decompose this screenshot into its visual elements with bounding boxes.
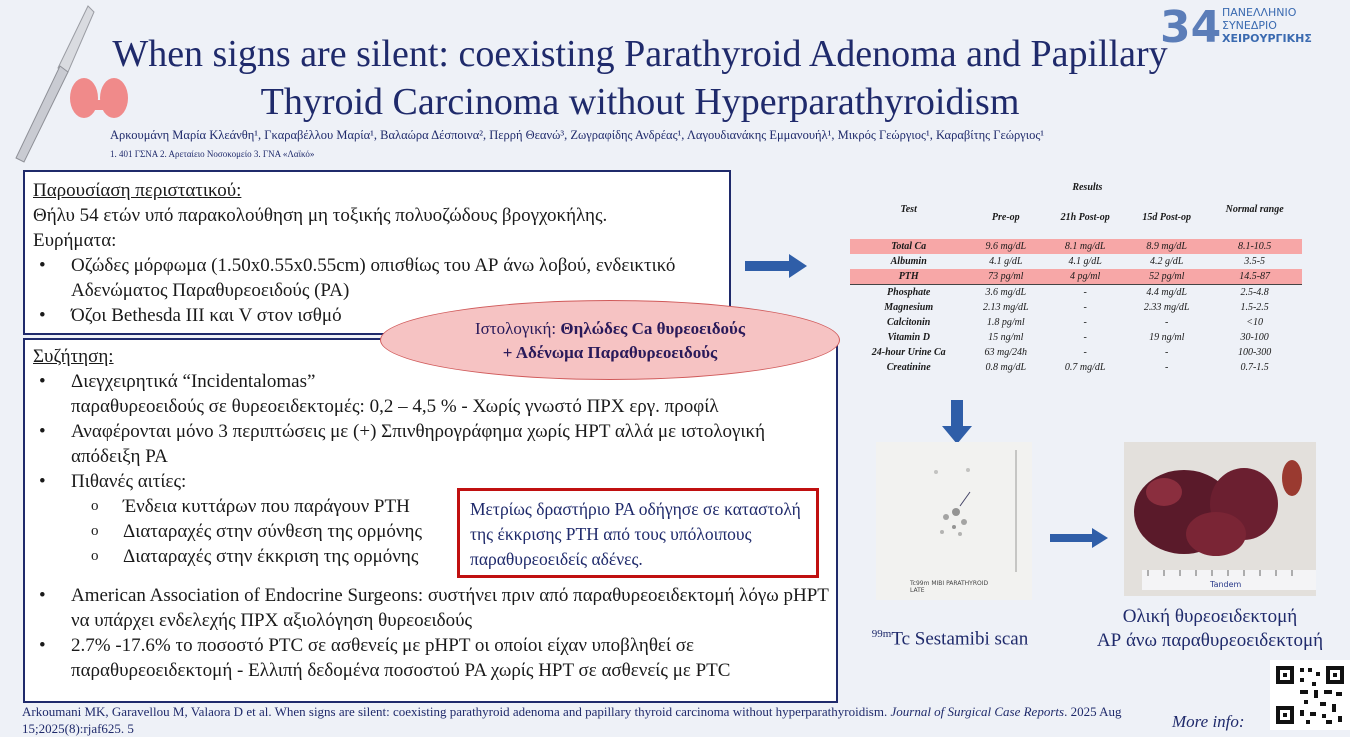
results-row (850, 330, 1302, 345)
title-line-1: When signs are silent: coexisting Parathyroid Adenoma and Papillary (112, 33, 1168, 75)
results-table (850, 180, 1302, 375)
result-test: Calcitonin (887, 317, 931, 328)
specimen-graphic (1124, 442, 1316, 596)
discussion-sub-1: o Ένδεια κυττάρων που παράγουν PTH (33, 494, 828, 519)
result-21h: 8.1 mg/dL (1044, 239, 1126, 254)
surgery-caption (1070, 605, 1350, 653)
result-15d: - (1165, 317, 1169, 328)
reference-rest: . 2025 Aug 15;2025(8):rjaf625. 5 (22, 704, 1122, 736)
header-normal: Normal range (1225, 204, 1284, 215)
result-test: 24-hour Urine Ca (871, 347, 946, 358)
results-row (850, 315, 1302, 330)
sestamibi-scan-image (876, 442, 1032, 600)
result-preop: 15 ng/ml (988, 332, 1024, 343)
result-normal: 2.5-4.8 (1240, 287, 1269, 298)
surgical-specimen-image (1124, 442, 1316, 596)
result-15d: 2.33 mg/dL (1143, 302, 1190, 313)
result-21h: 0.7 mg/dL (1064, 362, 1106, 373)
result-test: Albumin (890, 256, 927, 267)
result-15d: 19 ng/ml (1149, 332, 1185, 343)
case-line-2: Ευρήματα: (33, 230, 117, 251)
header-15d: 15d Post-op (1142, 211, 1192, 223)
ruler-label: Tandem (1210, 580, 1242, 589)
congress-logo-text (1222, 6, 1312, 45)
histology-label: Ιστολογική: (474, 319, 561, 338)
callout-box: Μετρίως δραστήριο ΡΑ οδήγησε σε καταστολή της έκκρισης PTH από τους υπόλοιπους παραθυρεοειδείς αδένες. (457, 488, 819, 578)
discussion-bullet-2: • Αναφέρονται μόνο 3 περιπτώσεις με (+) Σπινθηρογράφημα χωρίς ΗΡΤ αλλά με ιστολογική απόδειξη ΡΑ (33, 419, 771, 469)
reference-journal: Journal of Surgical Case Reports (890, 704, 1065, 719)
result-normal: <10 (1246, 317, 1264, 328)
reference (22, 703, 1142, 737)
results-row (850, 360, 1302, 375)
discussion-bullet-3: • Πιθανές αιτίες: (33, 469, 828, 494)
poster-title (60, 30, 1220, 126)
results-row (850, 285, 1302, 301)
scan-label: Tc99m MIBI PARATHYROID LATE (910, 580, 989, 594)
result-21h: 4.1 g/dL (1068, 256, 1102, 267)
discussion-bullet-4: • American Association of Endocrine Surgeons: συστήνει πριν από παραθυρεοειδεκτομή λόγω pHPT να υπάρχει ενδελεχής ΠΡΧ αξιολόγηση θυρεοειδούς (33, 583, 831, 633)
result-normal: 14.5-87 (1207, 269, 1302, 285)
header-preop: Pre-op (991, 211, 1020, 223)
result-normal: 3.5-5 (1244, 256, 1266, 267)
results-row (850, 239, 1302, 254)
result-preop: 3.6 mg/dL (985, 287, 1027, 298)
result-21h: - (1083, 332, 1087, 343)
result-normal: 1.5-2.5 (1240, 302, 1269, 313)
discussion-sub-3: o Διαταραχές στην έκκριση της ορμόνης (33, 544, 828, 569)
results-body (850, 239, 1302, 375)
results-row (850, 300, 1302, 315)
discussion-heading: Συζήτηση: (33, 346, 114, 367)
scan-caption-text: Tc Sestamibi scan (891, 628, 1029, 650)
result-15d: 4.2 g/dL (1150, 256, 1184, 267)
header-results: Results (1072, 182, 1103, 193)
case-line-1: Θήλυ 54 ετών υπό παρακολούθηση μη τοξικής πολυοζώδους βρογχοκήλης. (33, 205, 608, 226)
result-21h: - (1083, 347, 1087, 358)
surgery-caption-1: Ολική θυρεοειδεκτομή (1122, 606, 1298, 627)
histology-result-2: + Αδένωμα Παραθυρεοειδούς (502, 343, 718, 362)
result-preop: 1.8 pg/ml (986, 317, 1025, 328)
result-15d: - (1165, 362, 1169, 373)
result-test: Phosphate (887, 287, 931, 298)
results-row (850, 345, 1302, 360)
result-preop: 9.6 mg/dL (967, 239, 1044, 254)
result-normal: 0.7-1.5 (1240, 362, 1269, 373)
histology-ellipse (380, 300, 840, 380)
result-preop: 63 mg/24h (984, 347, 1028, 358)
arrow-right-icon-2 (1050, 528, 1108, 548)
more-info-label: More info: (1172, 712, 1245, 731)
result-test: Total Ca (850, 239, 967, 254)
result-15d: 4.4 mg/dL (1146, 287, 1187, 298)
histology-result-1: Θηλώδες Ca θυρεοειδούς (560, 319, 746, 338)
discussion-bullet-5: • 2.7% -17.6% το ποσοστό PTC σε ασθενείς με pHPT οι οποίοι είχαν υποβληθεί σε παραθυρεοειδεκτομή - Ελλιπή δεδομένα ποσοστού ΡΑ χωρίς ΗΡΤ σε ασθενείς με PTC (33, 633, 831, 683)
congress-logo-number: 34 (1160, 2, 1222, 53)
case-bullet-2: • Όζοι Bethesda III και V στον ισθμό (33, 303, 721, 328)
scan-graphic (876, 442, 1032, 600)
discussion-bullet-1a: • Διεγχειρητικά “Incidentalomas” (33, 369, 828, 394)
result-21h: - (1083, 287, 1087, 298)
result-15d: - (1165, 347, 1169, 358)
discussion-sub-2: o Διαταραχές στην σύνθεση της ορμόνης (33, 519, 828, 544)
logo-line-3: ΧΕΙΡΟΥΡΓΙΚΗΣ (1222, 32, 1312, 45)
logo-line-2: ΣΥΝΕΔΡΙΟ (1222, 19, 1277, 32)
scan-caption-sup: 99m (871, 628, 892, 640)
lab-results-table (850, 180, 1302, 375)
qr-code-icon[interactable] (1270, 660, 1350, 730)
discussion-bullet-1b: παραθυρεοειδούς σε θυρεοειδεκτομές: 0,2 – 4,5 % - Χωρίς γνωστό ΠΡΧ εργ. προφίλ (71, 396, 719, 417)
header-21h: 21h Post-op (1060, 211, 1110, 223)
result-21h: 4 pg/ml (1044, 269, 1126, 285)
scan-caption (855, 622, 1045, 651)
arrow-down-icon (942, 400, 972, 444)
result-test: Vitamin D (887, 332, 930, 343)
result-normal: 8.1-10.5 (1207, 239, 1302, 254)
result-preop: 73 pg/ml (967, 269, 1044, 285)
result-21h: - (1083, 317, 1087, 328)
result-normal: 30-100 (1240, 332, 1269, 343)
result-15d: 8.9 mg/dL (1126, 239, 1207, 254)
reference-text: Arkoumani MK, Garavellou M, Valaora D et al. When signs are silent: coexisting parathyroid adenoma and papillary thyroid carcinoma without hyperparathyroidism. (22, 704, 891, 719)
result-15d: 52 pg/ml (1126, 269, 1207, 285)
case-heading: Παρουσίαση περιστατικού: (33, 180, 242, 201)
result-test: Magnesium (884, 302, 934, 313)
arrow-right-icon (745, 254, 807, 278)
result-normal: 100-300 (1237, 347, 1272, 358)
title-line-2: Thyroid Carcinoma without Hyperparathyroidism (260, 81, 1020, 123)
header-test: Test (900, 204, 917, 215)
surgery-caption-2: ΑΡ άνω παραθυρεοειδεκτομή (1096, 630, 1324, 651)
affiliations: 1. 401 ΓΣΝΑ 2. Αρεταίειο Νοσοκομείο 3. ΓΝΑ «Λαϊκό» (110, 149, 315, 159)
result-test: PTH (850, 269, 967, 285)
results-row (850, 254, 1302, 269)
result-21h: - (1083, 302, 1087, 313)
result-preop: 2.13 mg/dL (983, 302, 1029, 313)
authors: Αρκουμάνη Μαρία Κλεάνθη¹, Γκαραβέλλου Μαρία¹, Βαλαώρα Δέσποινα², Περρή Θεανώ³, Ζωγραφίδης Ανδρέας¹, Λαγουδιανάκης Εμμανουήλ¹, Μικρός Γεώργιος¹, Καραβίτης Γεώργιος¹ (110, 128, 1045, 142)
result-preop: 4.1 g/dL (989, 256, 1023, 267)
result-preop: 0.8 mg/dL (985, 362, 1027, 373)
logo-line-1: ΠΑΝΕΛΛΗΝΙΟ (1222, 6, 1297, 19)
result-test: Creatinine (886, 362, 931, 373)
results-row (850, 269, 1302, 285)
case-bullet-1: • Οζώδες μόρφωμα (1.50x0.55x0.55cm) οπισθίως του ΑΡ άνω λοβού, ενδεικτικό Αδενώματος Παραθυρεοειδούς (ΡΑ) (33, 253, 691, 303)
